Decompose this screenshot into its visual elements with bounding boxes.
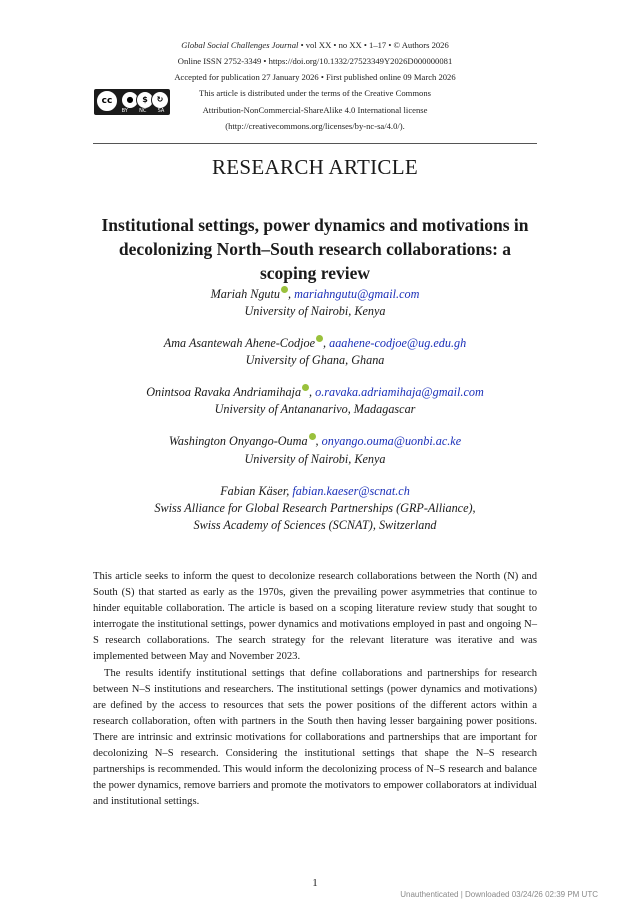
orcid-icon[interactable]	[281, 286, 288, 293]
author-name: Fabian Käser	[220, 484, 287, 498]
author-affiliation: University of Nairobi, Kenya	[244, 452, 386, 466]
author-email-link[interactable]: aaahene-codjoe@ug.edu.gh	[329, 336, 467, 351]
author-email-link[interactable]: fabian.kaeser@scnat.ch	[292, 484, 410, 498]
orcid-icon[interactable]	[316, 335, 323, 342]
author-line: Washington Onyango-Ouma , onyango.ouma@uonbi.ac.ke	[168, 434, 462, 449]
cc-tag-nc: NC	[139, 108, 147, 114]
author-name: Ama Asantewah Ahene-Codjoe	[163, 336, 315, 351]
author-name: Onintsoa Ravaka Andriamihaja	[146, 385, 302, 400]
noncommercial-icon: $	[136, 91, 154, 109]
author-email-link[interactable]: o.ravaka.adriamihaja@gmail.com	[315, 385, 484, 400]
author-affiliation: University of Ghana, Ghana	[245, 353, 385, 367]
article-type: RESEARCH ARTICLE	[212, 155, 418, 179]
license-line-2: Attribution-NonCommercial-ShareAlike 4.0 International license	[202, 105, 428, 115]
issn-doi-line: Online ISSN 2752-3349 • https://doi.org/10.1332/27523349Y2026D000000081	[177, 56, 453, 66]
author-email-link[interactable]: onyango.ouma@uonbi.ac.ke	[321, 434, 462, 449]
author-affiliation: University of Antananarivo, Madagascar	[214, 402, 416, 416]
author-affiliation: Swiss Academy of Sciences (SCNAT), Switzerland	[193, 518, 437, 532]
journal-citation-line	[0, 38, 630, 53]
journal-volume-info: • vol XX • no XX • 1–17 • © Authors 2026	[298, 40, 449, 50]
journal-name: Global Social Challenges Journal	[181, 40, 299, 50]
cc-icon: cc	[96, 90, 118, 112]
publication-dates: Accepted for publication 27 January 2026 • First published online 09 March 2026	[174, 72, 456, 82]
orcid-icon[interactable]	[302, 384, 309, 391]
cc-tag-sa: SA	[157, 108, 165, 114]
header-divider	[93, 143, 537, 144]
abstract-paragraph: This article seeks to inform the quest to decolonize research collaborations between the North (N) and South (S) that started as early as the 1970s, given the prevailing power asymmetries that continue to hinder equitable collaboration. The article is based on a scoping literature review study that sought to interrogate the institutional settings, power dynamics and motivations employed in past and ongoing N–S research collaborations. The search strategy for the relevant literature was iterative and was implemented between May and November 2023.	[93, 571, 537, 663]
cc-tag-by: BY	[121, 108, 128, 114]
sharealike-icon: ↻	[151, 91, 169, 109]
license-url[interactable]: (http://creativecommons.org/licenses/by-nc-sa/4.0/).	[225, 121, 405, 131]
author-line: Fabian Käser, fabian.kaeser@scnat.ch	[220, 484, 410, 498]
author-name: Washington Onyango-Ouma	[168, 434, 308, 449]
author-line: Mariah Ngutu , mariahngutu@gmail.com	[210, 287, 420, 302]
author-line: Onintsoa Ravaka Andriamihaja , o.ravaka.adriamihaja@gmail.com	[146, 385, 484, 400]
author-name: Mariah Ngutu	[210, 287, 280, 302]
author-affiliation: Swiss Alliance for Global Research Partnerships (GRP-Alliance),	[154, 501, 476, 515]
orcid-icon[interactable]	[309, 433, 316, 440]
license-line-1: This article is distributed under the terms of the Creative Commons	[199, 88, 431, 98]
author-line: Ama Asantewah Ahene-Codjoe , aaahene-codjoe@ug.edu.gh	[163, 336, 467, 351]
abstract-paragraph: The results identify institutional settings that define collaborations and partnerships for research between N–S institutions and researchers. The institutional settings (power dynamics and motivations) are defined by the access to resources that sets the power positions of the different actors within a research collaboration, often with partners in the South then having lesser bargaining power positions. There are intrinsic and extrinsic motivations for collaborations and partnerships that are important for decolonizing N–S research. Considering the institutional settings that shape the N–S research partnerships is recommended. This would inform the decolonizing process of N–S research and balance the power dynamics, remove barriers and promote the motivators to empower collaborators at individual and institutional settings.	[93, 667, 537, 808]
abstract	[93, 569, 537, 810]
article-title: Institutional settings, power dynamics and motivations in decolonizing North–South research collaborations: a scoping review	[101, 215, 529, 283]
author-email-link[interactable]: mariahngutu@gmail.com	[294, 287, 420, 302]
download-footer: Unauthenticated | Downloaded 03/24/26 02:39 PM UTC	[400, 890, 598, 899]
attribution-icon: ●	[121, 91, 139, 109]
author-affiliation: University of Nairobi, Kenya	[244, 304, 386, 318]
page-number: 1	[312, 877, 318, 889]
